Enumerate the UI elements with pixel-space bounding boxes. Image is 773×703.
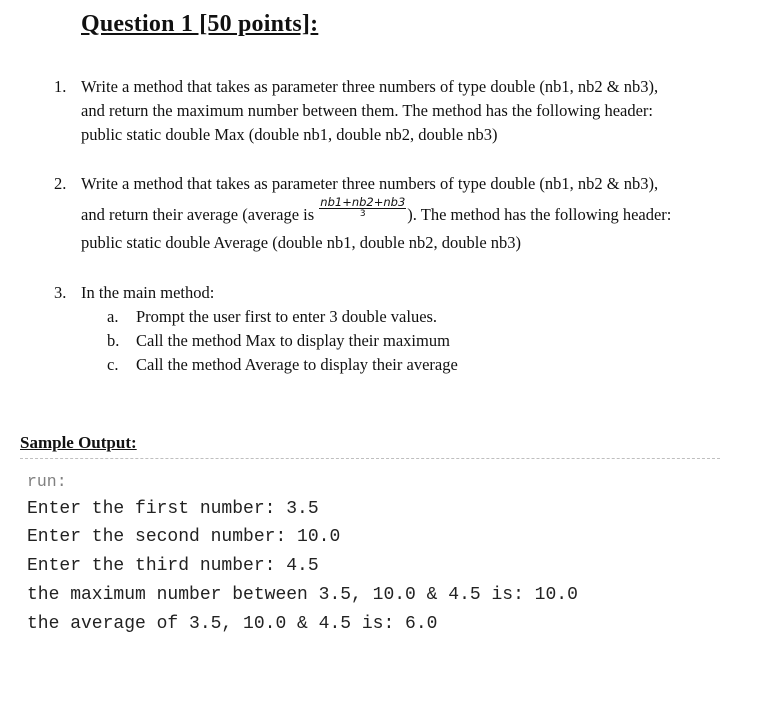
output-line: Enter the third number: 4.5	[27, 556, 319, 576]
fraction-denominator: 3	[359, 209, 366, 219]
page-title: Question 1 [50 points]:	[81, 11, 319, 37]
sample-output-label: Sample Output:	[20, 433, 137, 452]
output-line: run:	[27, 472, 67, 491]
question-number: 1.	[54, 77, 67, 96]
question-text-line: In the main method:	[81, 283, 215, 302]
question-text-line: public static double Max (double nb1, double nb2, double nb3)	[81, 125, 498, 144]
output-line: the maximum number between 3.5, 10.0 & 4.5 is: 10.0	[27, 585, 578, 605]
question-text-line: public static double Average (double nb1, double nb2, double nb3)	[81, 233, 522, 252]
average-text-after: ). The method has the following header:	[407, 204, 672, 224]
average-fraction	[319, 196, 406, 220]
fraction-numerator: nb1+nb2+nb3	[320, 195, 406, 209]
subitem-text: Call the method Average to display their average	[136, 355, 458, 374]
subitem-text: Call the method Max to display their maximum	[136, 331, 450, 350]
output-line: Enter the second number: 10.0	[27, 527, 341, 547]
question-number: 3.	[54, 283, 67, 302]
average-text-before: and return their average (average is	[81, 204, 319, 224]
question-text-line: Write a method that takes as parameter three numbers of type double (nb1, nb2 & nb3),	[81, 174, 659, 193]
subitem-letter: b.	[107, 331, 120, 350]
output-line: Enter the first number: 3.5	[27, 499, 319, 519]
question-number: 2.	[54, 174, 67, 193]
question-text-line: and return the maximum number between them. The method has the following header:	[81, 101, 653, 120]
subitem-letter: a.	[107, 307, 119, 326]
subitem-letter: c.	[107, 355, 119, 374]
subitem-text: Prompt the user first to enter 3 double values.	[136, 307, 438, 326]
output-line: the average of 3.5, 10.0 & 4.5 is: 6.0	[27, 614, 438, 634]
question-text-line	[81, 195, 672, 228]
question-text-line: Write a method that takes as parameter three numbers of type double (nb1, nb2 & nb3),	[81, 77, 659, 96]
